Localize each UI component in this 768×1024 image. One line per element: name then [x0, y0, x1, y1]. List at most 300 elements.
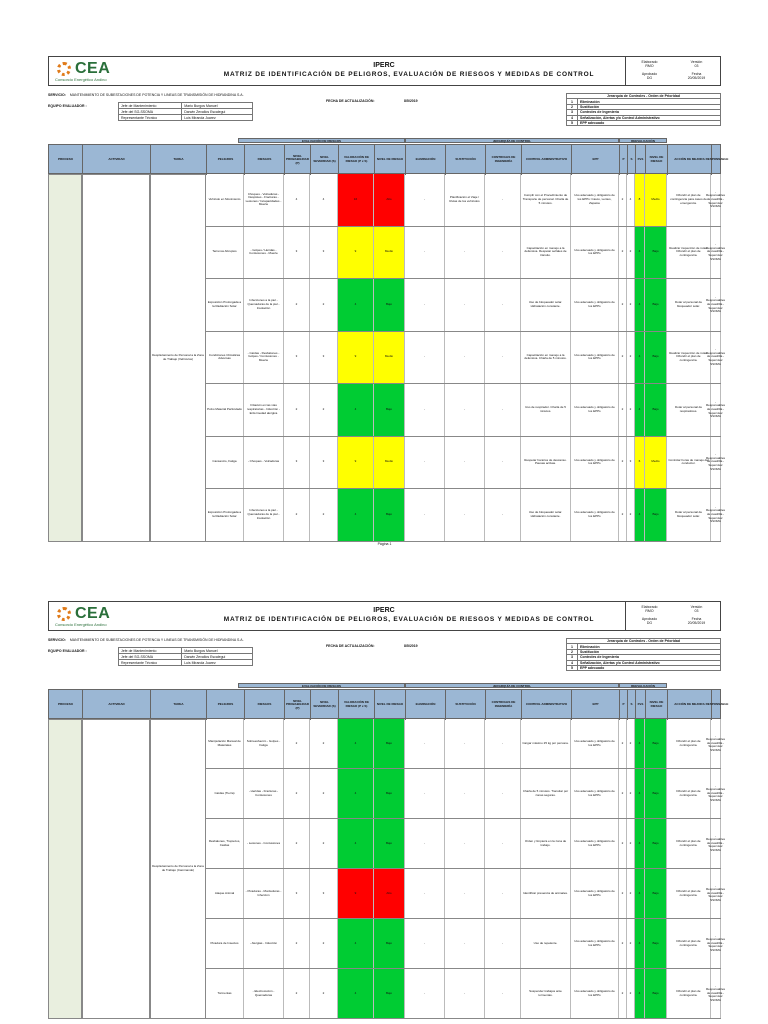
- cell-adm: Uso de bloqueador solar. Hidratación constante.: [521, 279, 571, 331]
- doc-subtitle: MATRIZ DE IDENTIFICACIÓN DE PELIGROS, EVALUACIÓN DE RIESGOS Y MEDIDAS DE CONTROL: [223, 616, 595, 623]
- cell-s: 3: [310, 332, 338, 384]
- cell-peligro: Tormentas: [206, 969, 244, 1018]
- cell-v2: 4: [635, 969, 645, 1018]
- col-responsable: RESPONSABLE: [705, 157, 729, 162]
- version-label: Versión: [690, 60, 703, 64]
- cell-v2: 4: [635, 769, 645, 818]
- cell-sust: -: [445, 227, 485, 279]
- cell-ing: -: [485, 489, 521, 541]
- logo-mark-icon: [57, 607, 71, 621]
- cell-v2: 4: [635, 279, 645, 331]
- col-ingenieria: CONTROLES DE INGENIERÍA: [486, 690, 522, 720]
- cell-ing: -: [485, 719, 521, 768]
- cell-mejora: Difundir el plan de contingencia.: [667, 819, 711, 868]
- col-mejora: ACCIÓN DE MEJORA: [668, 690, 712, 720]
- page-footer: Página 1: [377, 542, 392, 546]
- cell-nivel: Bajo: [374, 769, 405, 818]
- cell-v: 4: [338, 819, 374, 868]
- servicio: SERVICIO: MANTENIMIENTO DE SUBESTACIONES DE POTENCIA Y LINEAS DE TRANSMISIÓN DE HIDRANDINA S.A.: [48, 638, 244, 642]
- cell-mejora: Controlar horas de manejo del conductor.: [667, 437, 711, 489]
- cell-s2: 4: [627, 174, 635, 226]
- servicio: SERVICIO: MANTENIMIENTO DE SUBESTACIONES DE POTENCIA Y LINEAS DE TRANSMISIÓN DE HIDRANDINA S.A.: [48, 93, 244, 97]
- cell-peligro: Polvo Material Particulado: [206, 384, 244, 436]
- cell-v: 4: [338, 969, 374, 1018]
- cell-n2: Bajo: [645, 769, 667, 818]
- cell-riesgo: - Caídas - Resbalones - Golpes / Contusiones - Muerte: [244, 332, 284, 384]
- jerarquia-controles: Jerarquía de Controles - Orden de Prioridad 1 Eliminación 2 Sustitución 3 Controles de Ingeniería 4 Señalización, Alertas y/o Control Administrativo 5 EPP adecuado: [566, 638, 721, 671]
- cell-epp: Uso adecuado y obligatorio de los EPPs: [571, 719, 619, 768]
- cell-peligro: Caídas (Tierra): [206, 769, 244, 818]
- cell-adm: Cargar máximo 25 kg por persona.: [521, 719, 571, 768]
- cell-epp: Uso adecuado y obligatorio de los EPPs: [571, 489, 619, 541]
- cell-sust: -: [445, 384, 485, 436]
- cell-epp: Uso adecuado y obligatorio de los EPPs: [571, 227, 619, 279]
- col-riesgos: RIESGOS: [245, 145, 285, 175]
- elaborado-label: Elaborado: [641, 60, 658, 64]
- cell-s: 2: [310, 919, 338, 968]
- fecha-label: Fecha: [691, 617, 702, 621]
- cell-riesgo: - Heridas - Fracturas - Contusiones: [244, 769, 284, 818]
- cell-epp: Uso adecuado y obligatorio de los EPPs: [571, 819, 619, 868]
- cell-resp: - Responsables de cuadrilla - Supervisor SSOMA: [711, 869, 721, 918]
- cell-s: 2: [310, 384, 338, 436]
- aprobado-value: DG: [646, 621, 653, 625]
- cell-adm: Capacitación en manejo a la defensiva. Respetar señales de tránsito.: [521, 227, 571, 279]
- cell-elim: -: [405, 174, 445, 226]
- cell-p2: 2: [619, 227, 627, 279]
- cell-v: 9: [338, 332, 374, 384]
- table-row: [206, 969, 726, 1019]
- cell-s2: 3: [627, 437, 635, 489]
- cell-epp: Uso adecuado y obligatorio de los EPPs: [571, 869, 619, 918]
- cell-ing: -: [485, 332, 521, 384]
- cell-s2: 2: [627, 869, 635, 918]
- cell-p: 4: [284, 174, 310, 226]
- cell-resp: - Responsables de cuadrilla - Supervisor SSOMA: [711, 174, 721, 226]
- cell-elim: -: [405, 279, 445, 331]
- cell-s2: 2: [627, 332, 635, 384]
- cell-v2: 6: [635, 437, 645, 489]
- col-severidad: NIVEL SEVERIDAD (S): [311, 145, 339, 175]
- cell-mejora: Difundir el plan de contingencia para casos de emergencia.: [667, 174, 711, 226]
- cell-p: 3: [284, 227, 310, 279]
- cell-ing: -: [485, 384, 521, 436]
- col-nivel: NIVEL DE RIESGO: [375, 145, 406, 175]
- cell-nivel: Medio: [374, 437, 405, 489]
- evaluadores-table: Jefe de Mantenimiento Mario Burgos Manuel Jefe del SG-SSOMA Darwin Zevallos Escalegui Representante Técnico Luis Miranda Juarez: [118, 647, 253, 666]
- cell-ing: -: [485, 437, 521, 489]
- cell-sust: Planificación el Viaje / Rutas de los vehículos: [445, 174, 485, 226]
- logo-mark-icon: [57, 62, 71, 76]
- cell-v2: 4: [635, 332, 645, 384]
- col-s: S: [628, 145, 636, 175]
- cell-n2: Bajo: [645, 719, 667, 768]
- cell-sust: -: [445, 279, 485, 331]
- cell-sust: -: [445, 437, 485, 489]
- cell-peligro: Ataque Animal: [206, 869, 244, 918]
- cell-mejora: Difundir el plan de contingencia.: [667, 969, 711, 1018]
- cell-s2: 2: [627, 969, 635, 1018]
- cell-nivel: Alto: [374, 174, 405, 226]
- doc-subtitle: MATRIZ DE IDENTIFICACIÓN DE PELIGROS, EVALUACIÓN DE RIESGOS Y MEDIDAS DE CONTROL: [223, 71, 595, 78]
- cell-p2: 2: [619, 869, 627, 918]
- cell-s: 2: [310, 819, 338, 868]
- cell-elim: -: [405, 332, 445, 384]
- actividad-cell: [82, 719, 150, 1019]
- doc-meta: [625, 57, 720, 85]
- cell-peligro: Cansancio, Fatiga: [206, 437, 244, 489]
- cell-s2: 2: [627, 384, 635, 436]
- col-pxs: PxS: [636, 690, 646, 720]
- cell-n2: Bajo: [645, 279, 667, 331]
- cell-elim: -: [405, 819, 445, 868]
- col-nivel: NIVEL DE RIESGO: [375, 690, 406, 720]
- cell-p2: 2: [619, 437, 627, 489]
- cell-resp: - Responsables de cuadrilla - Supervisor SSOMA: [711, 919, 721, 968]
- cell-resp: - Responsables de cuadrilla - Supervisor SSOMA: [711, 719, 721, 768]
- col-p: P: [620, 145, 628, 175]
- cell-p2: 2: [619, 489, 627, 541]
- cell-sust: -: [445, 489, 485, 541]
- col-actividad: ACTIVIDAD: [83, 690, 151, 720]
- cell-p2: 2: [619, 769, 627, 818]
- cell-adm: Capacitación en manejo a la defensiva. Charla de 5 minutos.: [521, 332, 571, 384]
- cell-p: 3: [284, 437, 310, 489]
- cell-v: 4: [338, 279, 374, 331]
- cell-ing: -: [485, 279, 521, 331]
- cell-s: 4: [310, 174, 338, 226]
- document-page-2: [48, 601, 729, 1024]
- tarea-cell: Desplazamiento de Personal a la Zona de Trabajo (Vehículos): [150, 174, 206, 542]
- cell-v2: 4: [635, 227, 645, 279]
- cell-peligro: Exposición Prolongada a la Radiación Solar: [206, 279, 244, 331]
- cell-peligro: Resbalones, Tropiezos, Caídas: [206, 819, 244, 868]
- proceso-cell: [48, 174, 82, 542]
- col-tarea: TAREA: [151, 145, 207, 175]
- cell-sust: -: [445, 769, 485, 818]
- tarea-cell: Desplazamiento de Personal a la Zona de Trabajo (Caminando): [150, 719, 206, 1019]
- table-row: [206, 919, 726, 969]
- cell-ing: -: [485, 769, 521, 818]
- cell-peligro: Manipulación Manual de Materiales: [206, 719, 244, 768]
- table-row: [206, 819, 726, 869]
- version-value: 03: [694, 64, 699, 68]
- cell-nivel: Bajo: [374, 719, 405, 768]
- col-epp: EPP: [572, 145, 620, 175]
- cell-mejora: Dotar al personal de respiradores.: [667, 384, 711, 436]
- cell-resp: - Responsables de cuadrilla - Supervisor SSOMA: [711, 227, 721, 279]
- cell-sust: -: [445, 869, 485, 918]
- cell-mejora: Difundir el plan de contingencia.: [667, 769, 711, 818]
- cell-sust: -: [445, 969, 485, 1018]
- fecha-label: Fecha: [691, 72, 702, 76]
- table-row: [206, 437, 726, 490]
- col-administrativo: CONTROL ADMINISTRATIVO: [522, 145, 572, 175]
- logo-subtitle: Consorcio Energético Andino: [55, 77, 107, 82]
- cell-resp: - Responsables de cuadrilla - Supervisor SSOMA: [711, 819, 721, 868]
- fecha-value: 20/05/2019: [687, 76, 706, 80]
- cell-adm: Uso de repelente.: [521, 919, 571, 968]
- cell-v: 4: [338, 769, 374, 818]
- cell-v: 9: [338, 227, 374, 279]
- cell-p: 2: [284, 819, 310, 868]
- cell-adm: Uso de bloqueador solar. Hidratación constante.: [521, 489, 571, 541]
- cell-riesgo: - Choques - Volcaduras: [244, 437, 284, 489]
- cell-epp: Uso adecuado y obligatorio de los EPPs: [571, 279, 619, 331]
- cell-ing: -: [485, 227, 521, 279]
- cell-p2: 2: [619, 919, 627, 968]
- fecha-actualizacion-value: 8/5/2019: [404, 644, 418, 648]
- cell-n2: Medio: [645, 174, 667, 226]
- cell-riesgo: Infecciones a la piel - Quemaduras de la piel - Insolación: [244, 279, 284, 331]
- cell-s: 2: [310, 279, 338, 331]
- version-value: 03: [694, 609, 699, 613]
- cell-p2: 2: [619, 279, 627, 331]
- cell-peligro: Exposición Prolongada a la Radiación Solar: [206, 489, 244, 541]
- cell-s: 3: [310, 227, 338, 279]
- cell-s: 2: [310, 769, 338, 818]
- cell-peligro: Vehículo en Movimiento: [206, 174, 244, 226]
- cell-p: 2: [284, 384, 310, 436]
- cell-p: 2: [284, 719, 310, 768]
- cell-peligro: Condiciones Climáticas Adversas: [206, 332, 244, 384]
- col-severidad: NIVEL SEVERIDAD (S): [311, 690, 339, 720]
- cell-adm: Identificar presencia de animales.: [521, 869, 571, 918]
- elaborado-label: Elaborado: [641, 605, 658, 609]
- col-administrativo: CONTROL ADMINISTRATIVO: [522, 690, 572, 720]
- cell-mejora: Difundir el plan de contingencia.: [667, 719, 711, 768]
- document-page-1: [48, 56, 729, 552]
- cell-elim: -: [405, 227, 445, 279]
- cell-v2: 4: [635, 919, 645, 968]
- proceso-cell: [48, 719, 82, 1019]
- table-row: [206, 174, 726, 227]
- column-headers: [48, 689, 729, 719]
- cell-riesgo: Choques - Volcaduras - Despistes - Fracturas - Lesiones / Incapacidades - Muerte: [244, 174, 284, 226]
- cell-p: 3: [284, 332, 310, 384]
- cell-riesgo: Infecciones a la piel - Quemaduras de la piel - Insolación: [244, 489, 284, 541]
- col-tarea: TAREA: [151, 690, 207, 720]
- col-riesgos: RIESGOS: [245, 690, 285, 720]
- cell-p: 2: [284, 769, 310, 818]
- cell-nivel: Bajo: [374, 919, 405, 968]
- table-row: [206, 227, 726, 280]
- cell-epp: Uso adecuado y obligatorio de los EPPs: [571, 919, 619, 968]
- cell-resp: - Responsables de cuadrilla - Supervisor SSOMA: [711, 332, 721, 384]
- cell-sust: -: [445, 819, 485, 868]
- cell-adm: Suspender trabajos ante tormentas.: [521, 969, 571, 1018]
- evaluadores-table: Jefe de Mantenimiento Mario Burgos Manuel Jefe del SG-SSOMA Darwin Zevallos Escalegui Representante Técnico Luis Miranda Juarez: [118, 102, 253, 121]
- cell-adm: Orden y limpieza en la zona de trabajo.: [521, 819, 571, 868]
- col-proceso: PROCESO: [49, 145, 83, 175]
- col-sustitucion: SUSTITUCIÓN: [446, 145, 486, 175]
- cea-logo: [53, 60, 123, 84]
- cell-s2: 2: [627, 919, 635, 968]
- elaborado-value: RMO: [645, 64, 654, 68]
- cell-v: 9: [338, 437, 374, 489]
- cell-epp: Uso adecuado y obligatorio de los EPPs: [571, 437, 619, 489]
- logo-subtitle: Consorcio Energético Andino: [55, 622, 107, 627]
- col-mejora: ACCIÓN DE MEJORA: [668, 145, 712, 175]
- cell-resp: - Responsables de cuadrilla - Supervisor SSOMA: [711, 279, 721, 331]
- equipo-label: EQUIPO EVALUADOR :: [48, 649, 87, 653]
- cell-resp: - Responsables de cuadrilla - Supervisor SSOMA: [711, 489, 721, 541]
- table-row: [206, 719, 726, 769]
- cell-ing: -: [485, 174, 521, 226]
- col-proceso: PROCESO: [49, 690, 83, 720]
- cell-v: 16: [338, 174, 374, 226]
- fecha-actualizacion-label: FECHA DE ACTUALIZACIÓN:: [326, 644, 375, 648]
- col-probabilidad: NIVEL PROBABILIDAD (P): [285, 145, 311, 175]
- cell-p: 2: [284, 969, 310, 1018]
- cell-v2: 8: [635, 174, 645, 226]
- group-jerarquia: JERARQUÍA DE CONTROL: [405, 683, 619, 688]
- cell-v2: 4: [635, 384, 645, 436]
- cell-resp: - Responsables de cuadrilla - Supervisor SSOMA: [711, 384, 721, 436]
- table-row: [206, 869, 726, 919]
- col-sustitucion: SUSTITUCIÓN: [446, 690, 486, 720]
- cell-nivel: Alto: [374, 869, 405, 918]
- cell-epp: Uso adecuado y obligatorio de los EPPs: [571, 769, 619, 818]
- col-eliminacion: ELIMINACIÓN: [406, 690, 446, 720]
- cell-sust: -: [445, 919, 485, 968]
- cell-peligro: Terrenos Abruptos: [206, 227, 244, 279]
- doc-title: IPERC: [373, 607, 395, 614]
- cell-n2: Bajo: [645, 332, 667, 384]
- col-nivel-re: NIVEL DE RIESGO: [646, 145, 668, 175]
- version-label: Versión: [690, 605, 703, 609]
- cell-riesgo: - Picaduras - Mordeduras - Infección: [244, 869, 284, 918]
- cell-epp: Uso adecuado y obligatorio de los EPPs: [571, 969, 619, 1018]
- col-valoracion: VALORACIÓN DE RIESGO (P x S): [339, 690, 375, 720]
- cell-adm: Respetar horarios de descanso. Pausas activas.: [521, 437, 571, 489]
- cell-adm: Uso de respirador. Charla de 5 minutos.: [521, 384, 571, 436]
- col-nivel-re: NIVEL DE RIESGO: [646, 690, 668, 720]
- cell-elim: -: [405, 919, 445, 968]
- cell-ing: -: [485, 919, 521, 968]
- col-epp: EPP: [572, 690, 620, 720]
- cell-s: 3: [310, 437, 338, 489]
- cell-n2: Medio: [645, 437, 667, 489]
- cell-nivel: Bajo: [374, 384, 405, 436]
- page-header: [48, 601, 721, 631]
- cell-n2: Bajo: [645, 384, 667, 436]
- cell-mejora: Dotar al personal de bloqueador solar.: [667, 279, 711, 331]
- cell-p2: 2: [619, 969, 627, 1018]
- cell-resp: - Responsables de cuadrilla - Supervisor SSOMA: [711, 769, 721, 818]
- col-eliminacion: ELIMINACIÓN: [406, 145, 446, 175]
- cell-p: 3: [284, 869, 310, 918]
- cell-nivel: Bajo: [374, 819, 405, 868]
- cell-n2: Bajo: [645, 489, 667, 541]
- cell-s2: 2: [627, 819, 635, 868]
- cell-p2: 2: [619, 174, 627, 226]
- fecha-actualizacion-value: 8/5/2019: [404, 99, 418, 103]
- cell-epp: Uso adecuado y obligatorio de los EPPs: Casco, Lentes, Zapatos: [571, 174, 619, 226]
- actividad-cell: [82, 174, 150, 542]
- col-actividad: ACTIVIDAD: [83, 145, 151, 175]
- aprobado-value: DG: [646, 76, 653, 80]
- cell-s2: 2: [627, 279, 635, 331]
- table-row: [206, 279, 726, 332]
- cell-s2: 2: [627, 719, 635, 768]
- table-row: [206, 769, 726, 819]
- col-s: S: [628, 690, 636, 720]
- cell-riesgo: Irritación en las vías respiratorias - Infección - Enfermedad alérgica: [244, 384, 284, 436]
- logo-word: CEA: [75, 60, 111, 77]
- cell-nivel: Medio: [374, 332, 405, 384]
- cell-elim: -: [405, 384, 445, 436]
- cell-adm: Charla de 5 minutos. Transitar por zonas seguras.: [521, 769, 571, 818]
- cell-p: 2: [284, 489, 310, 541]
- cell-elim: -: [405, 489, 445, 541]
- cell-p2: 2: [619, 332, 627, 384]
- cell-nivel: Bajo: [374, 489, 405, 541]
- cell-v: 4: [338, 489, 374, 541]
- cell-resp: - Responsables de cuadrilla - Supervisor SSOMA: [711, 437, 721, 489]
- fecha-value: 20/05/2019: [687, 621, 706, 625]
- cea-logo: [53, 605, 123, 629]
- cell-elim: -: [405, 969, 445, 1018]
- cell-epp: Uso adecuado y obligatorio de los EPPs: [571, 332, 619, 384]
- cell-ing: -: [485, 819, 521, 868]
- cell-mejora: Realizar inspección de rutas. Difundir el plan de contingencia.: [667, 227, 711, 279]
- page-header: [48, 56, 721, 86]
- col-ingenieria: CONTROLES DE INGENIERÍA: [486, 145, 522, 175]
- cell-riesgo: - Golpes / Heridas - Contusiones - Muerte: [244, 227, 284, 279]
- col-pxs: PxS: [636, 145, 646, 175]
- cell-s: 2: [310, 489, 338, 541]
- cell-n2: Bajo: [645, 819, 667, 868]
- group-evaluacion: EVALUACIÓN DE RIESGOS: [238, 683, 405, 688]
- cell-v: 4: [338, 719, 374, 768]
- cell-n2: Bajo: [645, 919, 667, 968]
- aprobado-label: Aprobado: [641, 72, 658, 76]
- cell-p: 2: [284, 279, 310, 331]
- group-jerarquia: JERARQUÍA DE CONTROL: [405, 138, 619, 143]
- cell-mejora: Difundir el plan de contingencia.: [667, 869, 711, 918]
- cell-n2: Bajo: [645, 227, 667, 279]
- cell-sust: -: [445, 719, 485, 768]
- cell-v2: 4: [635, 719, 645, 768]
- cell-s: 2: [310, 719, 338, 768]
- table-row: [206, 489, 726, 542]
- cell-peligro: Picadura de Insectos: [206, 919, 244, 968]
- cell-s2: 2: [627, 769, 635, 818]
- col-peligros: PELIGROS: [207, 145, 245, 175]
- cell-resp: - Responsables de cuadrilla - Supervisor SSOMA: [711, 969, 721, 1018]
- cell-ing: -: [485, 869, 521, 918]
- cell-mejora: Difundir el plan de contingencia.: [667, 919, 711, 968]
- cell-v2: 4: [635, 489, 645, 541]
- cell-mejora: Dotar al personal de bloqueador solar.: [667, 489, 711, 541]
- cell-epp: Uso adecuado y obligatorio de los EPPs: [571, 384, 619, 436]
- table-row: [206, 332, 726, 385]
- col-p: P: [620, 690, 628, 720]
- cell-v: 9: [338, 869, 374, 918]
- aprobado-label: Aprobado: [641, 617, 658, 621]
- cell-s: 2: [310, 969, 338, 1018]
- logo-word: CEA: [75, 605, 111, 622]
- cell-p2: 2: [619, 719, 627, 768]
- cell-p: 2: [284, 919, 310, 968]
- cell-mejora: Realizar inspección de rutas. Difundir el plan de contingencia.: [667, 332, 711, 384]
- cell-v: 4: [338, 919, 374, 968]
- cell-adm: Cumplir con el Procedimiento de Transporte de personal. Charla de 5 minutos.: [521, 174, 571, 226]
- table-row: [206, 384, 726, 437]
- cell-v2: 4: [635, 819, 645, 868]
- cell-s2: 2: [627, 227, 635, 279]
